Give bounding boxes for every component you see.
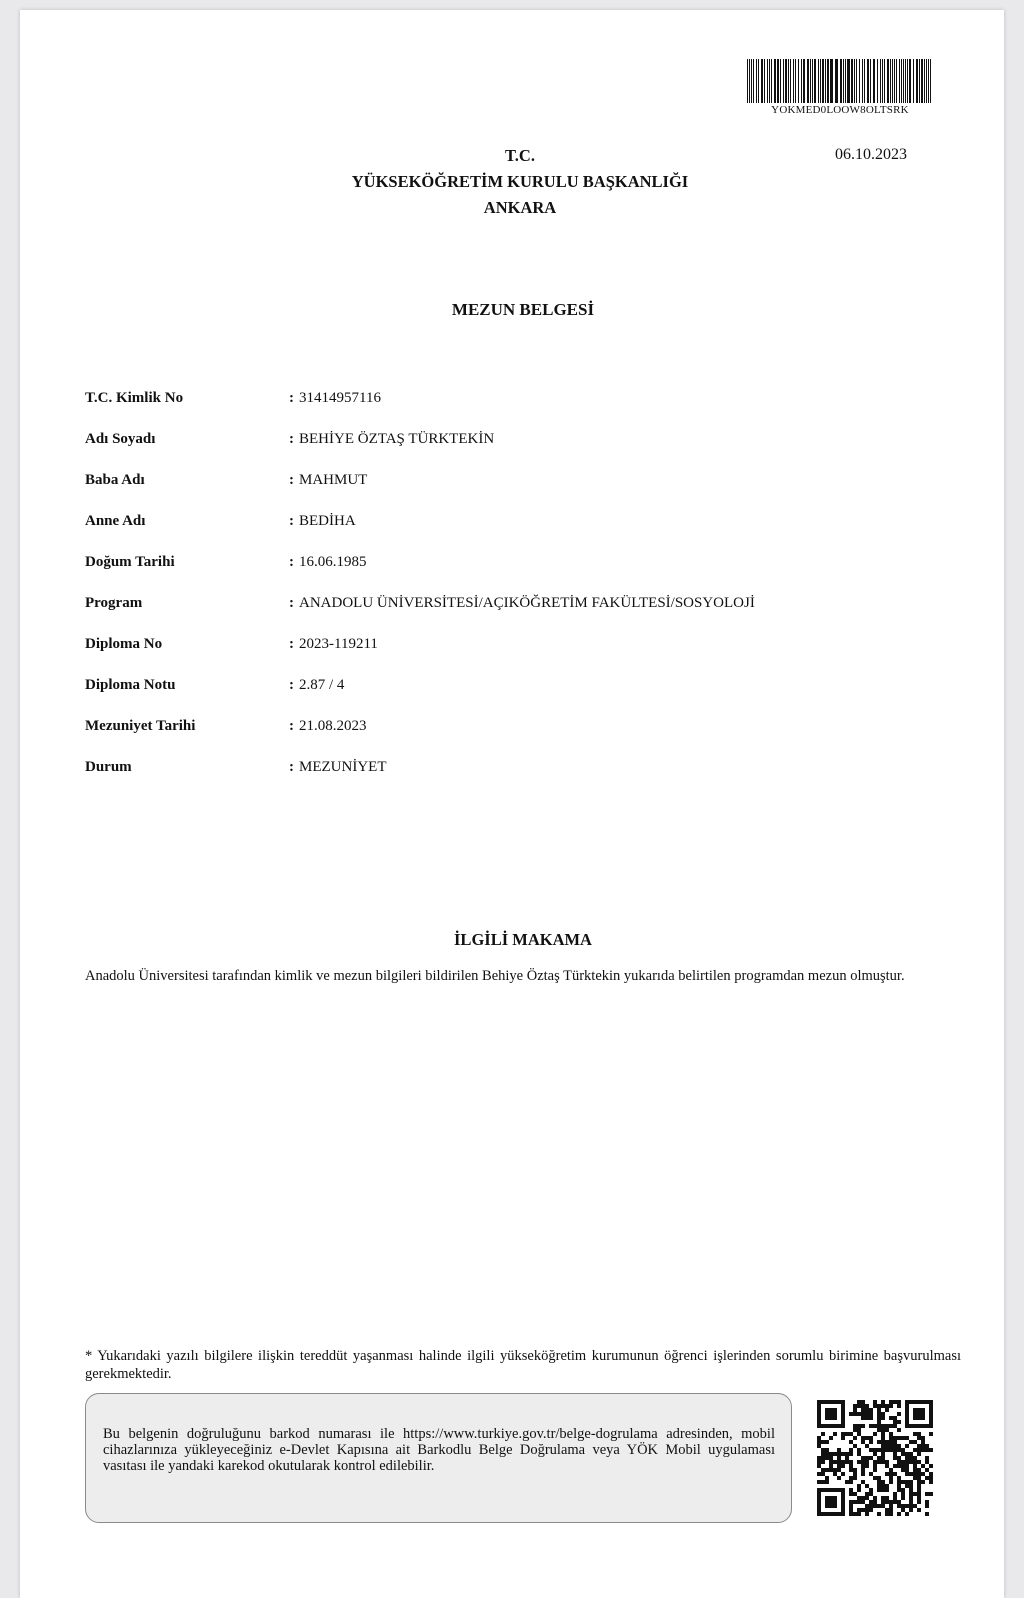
field-row — [85, 390, 965, 431]
field-row — [85, 513, 965, 554]
field-separator: : — [289, 472, 294, 488]
issue-date: 06.10.2023 — [835, 146, 907, 163]
field-value: ANADOLU ÜNİVERSİTESİ/AÇIKÖĞRETİM FAKÜLTESİ/SOSYOLOJİ — [299, 595, 755, 611]
barcode-block — [747, 59, 933, 116]
field-value: BEHİYE ÖZTAŞ TÜRKTEKİN — [299, 431, 495, 447]
field-label: Program — [85, 595, 143, 611]
field-separator: : — [289, 595, 294, 611]
field-value: 31414957116 — [299, 390, 381, 406]
header-line-institution: YÜKSEKÖĞRETİM KURULU BAŞKANLIĞI — [351, 172, 689, 191]
field-separator: : — [289, 513, 294, 529]
field-row — [85, 718, 965, 759]
verification-text: Bu belgenin doğruluğunu barkod numarası ile https://www.turkiye.gov.tr/belge-dogrulama adresinden, mobil cihazlarınıza yükleyeceğiniz e-Devlet Kapısına ait Barkodlu Belge Doğrulama veya YÖK Mobil uygulaması vasıtası ile yandaki karekod okutularak kontrol edilebilir. — [103, 1426, 775, 1474]
field-separator: : — [289, 390, 294, 406]
field-label: T.C. Kimlik No — [85, 390, 184, 406]
field-row — [85, 472, 965, 513]
addressee-statement: Anadolu Üniversitesi tarafından kimlik ve mezun bilgileri bildirilen Behiye Öztaş Türktekin yukarıda belirtilen programdan mezun olmuştur. — [85, 968, 905, 984]
field-value: BEDİHA — [299, 513, 356, 529]
field-row — [85, 554, 965, 595]
field-row — [85, 636, 965, 677]
field-value: 2.87 / 4 — [299, 677, 345, 693]
field-label: Baba Adı — [85, 472, 145, 488]
field-row — [85, 759, 965, 800]
field-value: 16.06.1985 — [299, 554, 367, 570]
addressee-title: İLGİLİ MAKAMA — [454, 930, 592, 949]
field-label: Anne Adı — [85, 513, 146, 529]
field-label: Diploma No — [85, 636, 163, 652]
header-line-city: ANKARA — [483, 198, 557, 217]
field-label: Adı Soyadı — [85, 431, 156, 447]
field-row — [85, 431, 965, 472]
graduate-info-fields — [85, 390, 965, 800]
document-page — [20, 10, 1004, 1598]
document-title: MEZUN BELGESİ — [451, 300, 595, 319]
qr-code-block — [817, 1400, 933, 1516]
field-separator: : — [289, 759, 294, 775]
header-line-tc: T.C. — [505, 146, 535, 165]
field-label: Mezuniyet Tarihi — [85, 718, 196, 734]
barcode-icon — [747, 59, 933, 103]
field-label: Diploma Notu — [85, 677, 176, 693]
issuer-header — [310, 143, 730, 221]
verification-box — [85, 1393, 792, 1523]
field-value: MAHMUT — [299, 472, 368, 488]
field-value: 2023-119211 — [299, 636, 378, 652]
qr-code-icon — [817, 1400, 933, 1516]
field-separator: : — [289, 677, 294, 693]
field-separator: : — [289, 431, 294, 447]
field-separator: : — [289, 636, 294, 652]
field-label: Doğum Tarihi — [85, 554, 175, 570]
field-value: 21.08.2023 — [299, 718, 367, 734]
field-label: Durum — [85, 759, 132, 775]
footnote: * Yukarıdaki yazılı bilgilere ilişkin tereddüt yaşanması halinde ilgili yükseköğretim kurumunun öğrenci işlerinden sorumlu birimine başvurulması gerekmektedir. — [85, 1348, 961, 1382]
field-separator: : — [289, 554, 294, 570]
field-row — [85, 595, 965, 636]
field-value: MEZUNİYET — [299, 759, 387, 775]
field-separator: : — [289, 718, 294, 734]
field-row — [85, 677, 965, 718]
barcode-number: YOKMED0LOOW8OLTSRK — [771, 104, 909, 116]
